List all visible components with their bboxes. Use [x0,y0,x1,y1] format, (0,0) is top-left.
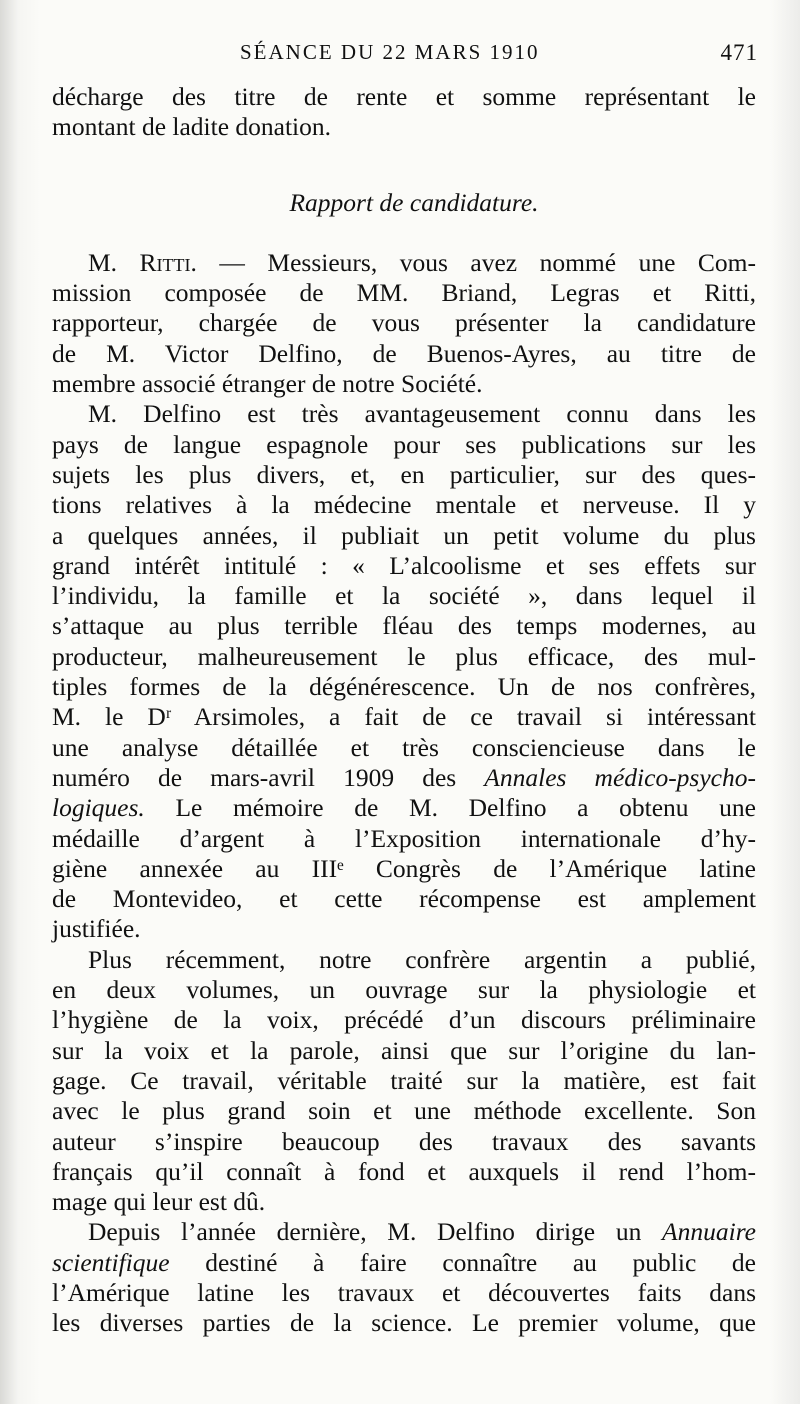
journal-title-cont: logiques. [52,793,145,823]
text-line: l’individu, la famille et la société », dans lequel il [52,581,756,611]
spacer [52,218,756,248]
text-line: grand intérêt intitulé : « L’alcoolisme et ses effets sur [52,550,756,580]
text-line: tiples formes de la dégénérescence. Un de nos confrères, [52,672,756,702]
text-line: décharge des titre de rente et somme représentant le [52,82,756,111]
text-run: destiné à faire connaître au public de [169,1247,756,1277]
text-line: les diverses parties de la science. Le premier volume, que [52,1308,756,1338]
paragraph-1-line-1 [52,248,756,278]
text-line: rapporteur, chargée de vous présenter la candidature [52,308,756,338]
page-number: 471 [720,40,758,65]
text-line: producteur, malheureusement le plus efficace, des mul- [52,641,756,671]
text-line: de M. Victor Delfino, de Buenos-Ayres, au titre de [52,338,756,368]
annual-title: Annuaire [662,1217,756,1247]
running-head [0,40,800,70]
text-line: sur la voix et la parole, ainsi que sur l’origine du lan- [52,1035,756,1065]
speaker-name: M. Ritti. [88,247,197,277]
text-line: l’Amérique latine les travaux et découvertes faits dans [52,1277,756,1307]
text-line: français qu’il connaît à fond et auxquels il rend l’hom- [52,1156,756,1186]
running-head-title: SÉANCE DU 22 MARS 1910 [240,40,540,64]
text-run: — Messieurs, vous avez nommé une Com- [196,247,756,277]
text-line-with-title [52,793,756,823]
text-line: tions relatives à la médecine mentale et nerveuse. Il y [52,490,756,520]
text-line: membre associé étranger de notre Société. [52,369,483,399]
text-line-with-title [52,763,756,793]
text-line: avec le plus grand soin et une méthode excellente. Son [52,1096,756,1126]
text-run: Depuis l’année dernière, M. Delfino dirige un [88,1217,663,1247]
journal-title: Annales médico-psycho- [484,762,756,792]
text-line: en deux volumes, un ouvrage sur la physiologie et [52,975,756,1005]
text-line: giène annexée au IIIᵉ Congrès de l’Amérique latine [52,853,756,883]
text-line-with-title [52,1248,756,1278]
text-line: Plus récemment, notre confrère argentin a publié, [88,944,756,974]
text-line: montant de ladite donation. [52,112,332,142]
body-text [52,82,756,1339]
text-line: de Montevideo, et cette récompense est amplement [52,884,756,914]
spacer [52,143,756,188]
section-heading: Rapport de candidature. [289,187,539,217]
text-line: gage. Ce travail, véritable traité sur la matière, est fait [52,1065,756,1095]
text-line: pays de langue espagnole pour ses publications sur les [52,429,756,459]
text-run: numéro de mars-avril 1909 des [52,762,485,792]
text-line: mission composée de MM. Briand, Legras et Ritti, [52,278,756,308]
annual-title-cont: scientifique [52,1247,170,1277]
text-line: s’attaque au plus terrible fléau des temps modernes, au [52,611,756,641]
text-line: mage qui leur est dû. [52,1187,266,1217]
text-line: justifiée. [52,914,141,944]
text-line-with-title [52,1217,756,1247]
text-run: Le mémoire de M. Delfino a obtenu une [144,793,756,823]
text-line: sujets les plus divers, et, en particulier, sur des ques- [52,459,756,489]
text-line: médaille d’argent à l’Exposition internationale d’hy- [52,823,756,853]
text-line: M. Delfino est très avantageusement connu dans les [88,399,756,429]
text-line: l’hygiène de la voix, précédé d’un discours préliminaire [52,1005,756,1035]
text-line: auteur s’inspire beaucoup des travaux des savants [52,1126,756,1156]
text-line: une analyse détaillée et très consciencieuse dans le [52,732,756,762]
text-line: a quelques années, il publiait un petit volume du plus [52,520,756,550]
text-line: M. le Dʳ Arsimoles, a fait de ce travail si intéressant [52,702,756,732]
